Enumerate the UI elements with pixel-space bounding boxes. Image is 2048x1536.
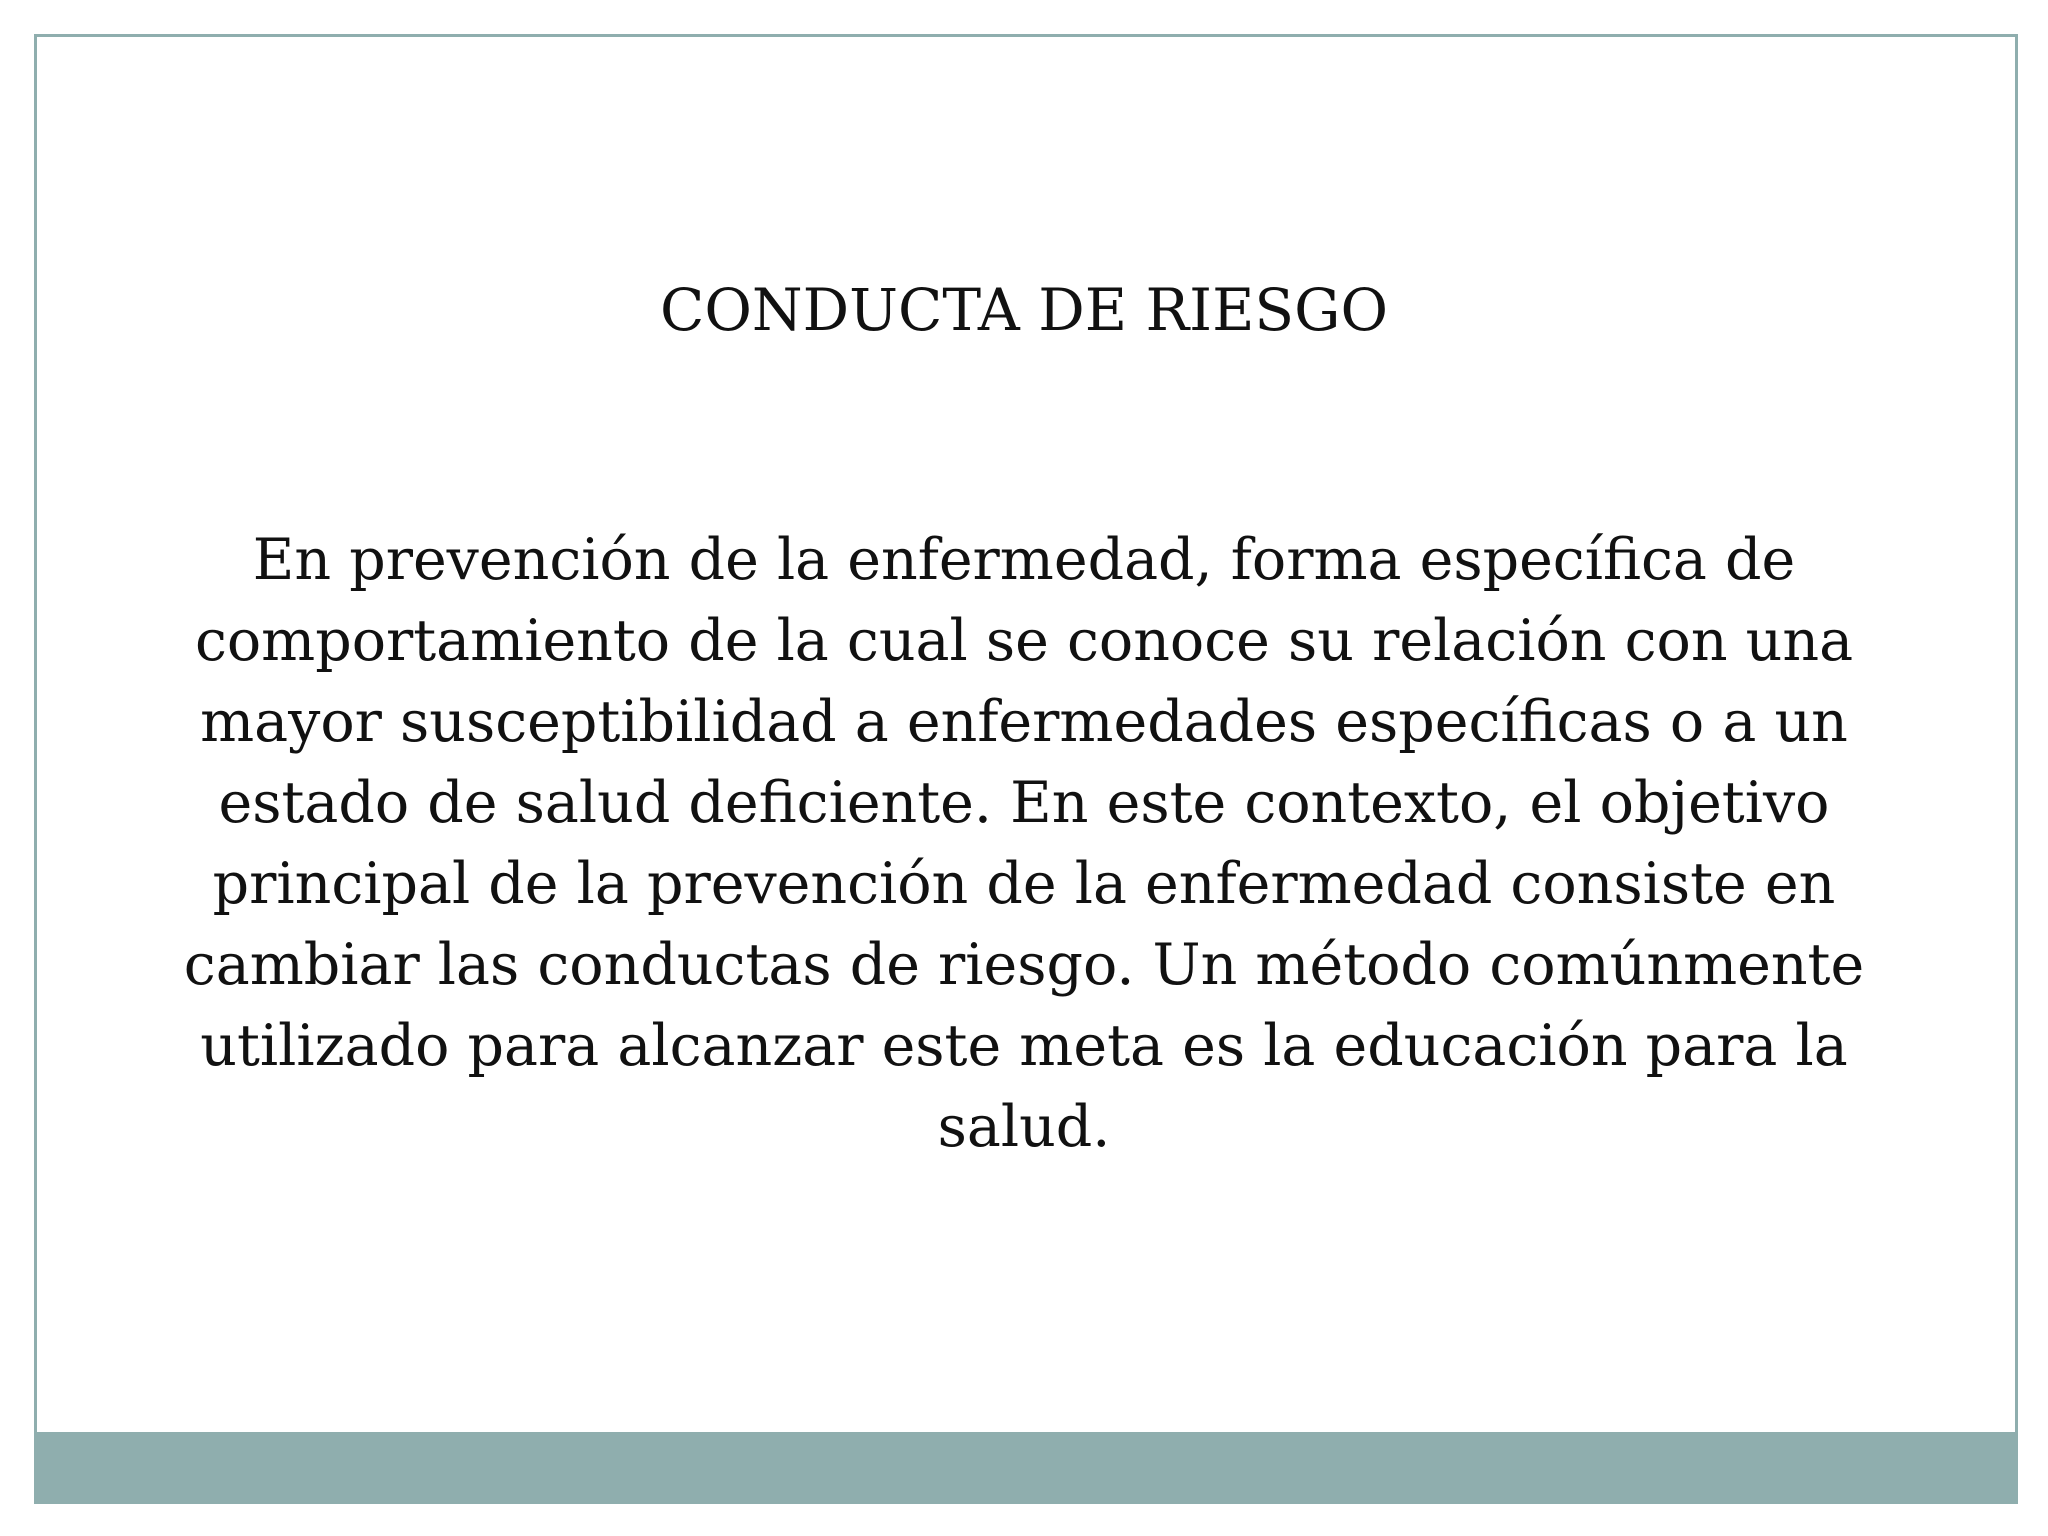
footer-bar [34, 1432, 2018, 1504]
slide-body-text: En prevención de la enfermedad, forma específica de comportamiento de la cual se conoce su relación con una mayor susceptibilidad a enfermedades específicas o a un estado de salud deficiente. En este contexto, el objetivo principal de la prevención de la enfermedad consiste en cambiar las conductas de riesgo. Un método comúnmente utilizado para alcanzar este meta es la educación para la salud. [183, 527, 1865, 1160]
slide-title: CONDUCTA DE RIESGO [659, 276, 1389, 344]
